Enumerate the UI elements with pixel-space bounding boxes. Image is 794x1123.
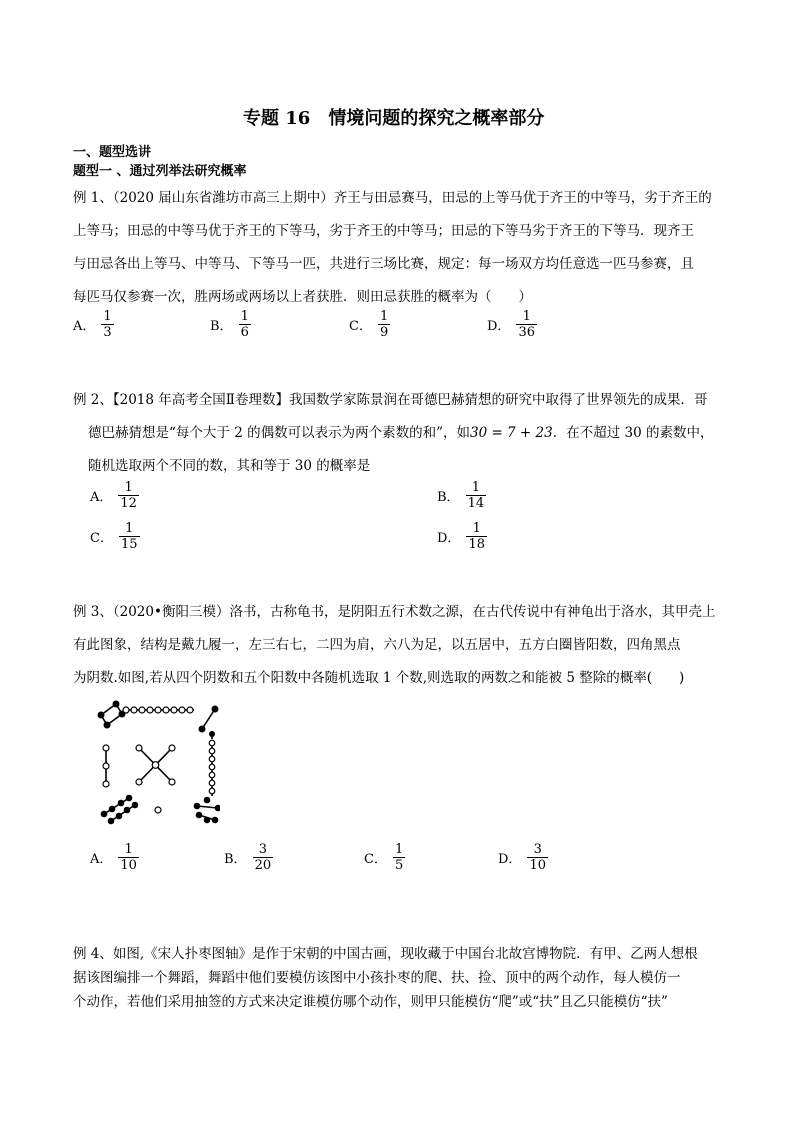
example-3-option-c[interactable] [364,842,405,873]
numerator: 1 [103,309,112,324]
denominator: 6 [240,325,249,340]
example-1-line-2: 上等马；田忌的中等马优于齐王的下等马，劣于齐王的中等马；田忌的下等马劣于齐王的下等马．现齐王 [73,223,694,239]
example-1-option-b[interactable] [210,309,251,340]
example-1-option-d[interactable] [487,309,537,340]
numerator: 1 [394,842,404,857]
denominator: 36 [518,325,535,340]
numerator: 3 [258,842,267,857]
numerator: 1 [522,309,531,324]
example-3-line-3: 为阴数.如图,若从四个阴数和五个阳数中各随机选取 1 个数,则选取的两数之和能被 5 整除的概率( ) [73,670,685,686]
fraction [239,309,251,340]
option-label: C． [90,531,113,546]
fraction [393,842,405,873]
denominator: 5 [394,858,404,873]
example-2-line-3: 随机选取两个不同的数，其和等于 30 的概率是 [88,458,371,474]
option-label: D． [487,319,511,334]
option-label: B． [210,319,233,334]
denominator: 9 [379,325,389,340]
option-label: C． [364,852,387,867]
fraction [118,480,139,511]
option-label: C． [349,319,372,334]
option-label: A． [73,319,96,334]
fraction [253,842,274,873]
numerator: 1 [124,842,133,857]
fraction [101,309,113,340]
numerator: 1 [124,480,133,495]
example-3-line-1: 例 3、（2020•衡阳三模）洛书，古称龟书，是阴阳五行术数之源，在古代传说中有神龟出于洛水，其甲壳上 [73,604,716,620]
example-2-option-b[interactable] [437,480,486,511]
example-2-option-a[interactable] [90,480,139,511]
example-2-line-2 [88,421,713,441]
example-3-option-d[interactable] [498,842,548,873]
option-label: B． [437,490,460,505]
example-4-line-1: 例 4、如图,《宋人扑枣图轴》是作于宋朝的中国古画，现收藏于中国台北故宫博物院．有甲、乙两人想根 [73,946,698,962]
example-1-option-c[interactable] [349,309,390,340]
example-2-option-c[interactable] [90,521,140,552]
example-2-option-d[interactable] [437,521,487,552]
option-label: D． [498,852,522,867]
option-label: D． [437,531,461,546]
denominator: 3 [103,325,112,340]
example-1-line-4: 每匹马仅参赛一次，胜两场或两场以上者获胜．则田忌获胜的概率为（ ） [73,289,532,305]
denominator: 15 [120,537,138,552]
fraction [466,480,487,511]
example-4-line-3: 个动作，若他们采用抽签的方式来决定谁模仿哪个动作，则甲只能模仿“爬”或“扶”且乙只能模仿“扶” [73,994,668,1010]
denominator: 14 [467,496,485,511]
fraction [378,309,390,340]
fraction [516,309,537,340]
example-2-text: 德巴赫猜想是“每个大于 2 的偶数可以表示为两个素数的和”，如 [88,425,470,441]
page-title: 专题 16 情境问题的探究之概率部分 [243,108,545,129]
numerator: 3 [533,842,542,857]
denominator: 20 [254,858,272,873]
denominator: 10 [120,858,137,873]
example-1-line-3: 与田忌各出上等马、中等马、下等马一匹，共进行三场比赛，规定：每一场双方均任意选一匹马参赛，且 [73,256,694,272]
section-heading: 一、题型选讲 [73,145,152,160]
example-1-line-1: 例 1、（2020 届山东省潍坊市高三上期中）齐王与田忌赛马，田忌的上等马优于齐王的中等马，劣于齐王的 [73,190,712,206]
equation: 30 = 7 + 23 [469,425,553,441]
fraction [118,842,139,873]
denominator: 18 [468,537,485,552]
numerator: 1 [240,309,249,324]
fraction [466,521,487,552]
numerator: 1 [379,309,389,324]
denominator: 10 [529,858,546,873]
example-3-option-b[interactable] [224,842,273,873]
question-type-heading: 题型一 、通过列举法研究概率 [73,164,247,179]
luoshu-diagram [94,698,220,828]
option-label: B． [224,852,247,867]
example-4-line-2: 据该图编排一个舞蹈，舞蹈中他们要模仿该图中小孩扑枣的爬、扶、捡、顶中的两个动作，每人模仿一 [73,970,681,986]
example-2-text: ．在不超过 30 的素数中， [552,425,714,441]
example-1-option-a[interactable] [73,309,114,340]
numerator: 1 [471,480,480,495]
option-label: A． [90,490,113,505]
numerator: 1 [125,521,134,536]
example-3-option-a[interactable] [90,842,139,873]
numerator: 1 [472,521,481,536]
option-label: A． [90,852,113,867]
example-2-line-1: 例 2、【2018 年高考全国Ⅱ卷理数】我国数学家陈景润在哥德巴赫猜想的研究中取得了世界领先的成果．哥 [73,392,708,408]
fraction [119,521,140,552]
denominator: 12 [120,496,137,511]
example-3-line-2: 有此图象，结构是戴九履一，左三右七，二四为肩，六八为足，以五居中，五方白圈皆阳数，四角黑点 [73,637,681,653]
fraction [527,842,548,873]
